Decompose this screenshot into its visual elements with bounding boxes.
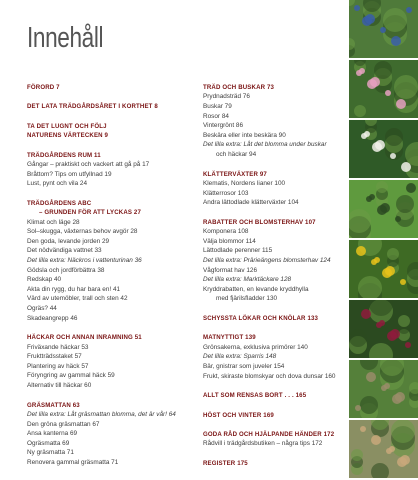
contents-entry: Alternativ till häckar 60 [27, 381, 92, 389]
contents-entry: Ogräsmatta 69 [27, 439, 70, 447]
chapter-heading: NATURENS VÄRTECKEN 9 [27, 132, 109, 140]
contents-entry: Renovera gammal gräsmatta 71 [27, 458, 119, 466]
contents-entry: med fjärilsfladder 130 [216, 295, 278, 303]
contents-left-column [27, 83, 187, 468]
contents-entry: Frukt, skiraste blomskyar och dova dunsar 160 [203, 372, 336, 380]
contents-entry: Klimat och läge 28 [27, 218, 80, 226]
section-gap [203, 323, 363, 333]
chapter-heading: GRÄSMATTAN 63 [27, 401, 80, 409]
contents-entry: Skadeangrepp 46 [27, 314, 78, 322]
contents-entry: Fruktträdsstaket 57 [27, 353, 82, 361]
chapter-heading: GODA RÅD OCH HJÄLPANDE HÄNDER 172 [203, 430, 335, 438]
photo-strip [349, 0, 418, 480]
contents-entry: Klätterrosor 103 [203, 189, 249, 197]
contents-entry: Ansa kanterna 69 [27, 430, 78, 438]
chapter-heading: HÄCKAR OCH ANNAN INRAMNING 51 [27, 334, 142, 342]
section-gap [203, 381, 363, 391]
pink-flowers-photo [349, 60, 418, 118]
contents-entry: Bråttom? Tips om utfyllnad 19 [27, 170, 112, 178]
contents-entry: Beskära eller inte beskära 90 [203, 131, 286, 139]
chapter-heading: REGISTER 175 [203, 459, 248, 467]
section-gap [203, 401, 363, 411]
chapter-heading: HÖST OCH VINTER 169 [203, 411, 274, 419]
contents-entry: Buskar 79 [203, 103, 232, 110]
contents-entry: Välja blommor 114 [203, 237, 256, 245]
contents-entry: Akta din rygg, du har bara en! 41 [27, 285, 121, 293]
section-gap [203, 420, 363, 430]
clematis-photo [349, 300, 418, 358]
chapter-heading: TRÄD OCH BUSKAR 73 [203, 84, 275, 91]
teasel-photo [349, 420, 418, 478]
section-gap [203, 304, 363, 314]
contents-entry: Plantering av häck 57 [27, 362, 89, 370]
section-gap [27, 189, 187, 199]
contents-entry: Ogräs? 44 [27, 304, 57, 312]
contents-entry: Det lilla extra: Prärieängens blomsterhav 124 [203, 256, 331, 264]
lawn-trees-photo [349, 180, 418, 238]
contents-entry: Komponera 108 [203, 228, 249, 236]
lilies-photo [349, 120, 418, 178]
chapter-heading: MATNYTTIGT 139 [203, 334, 256, 342]
contents-entry: Vintergrönt 86 [203, 122, 244, 130]
contents-entry: Gödsla och jordförbättra 38 [27, 266, 105, 274]
contents-entry: Vågformat hav 126 [203, 266, 257, 274]
chapter-heading: KLÄTTERVÄXTER 97 [203, 170, 267, 178]
contents-right-column [203, 83, 363, 468]
chapter-heading: DET LATA TRÄDGÅRDSÅRET I KORTHET 8 [27, 103, 158, 111]
contents-entry: Den gröna gräsmattan 67 [27, 420, 100, 428]
contents-entry: Redskap 40 [27, 276, 62, 284]
contents-entry: Lättodlade perenner 115 [203, 247, 273, 255]
contents-entry: Sol–skugga, växternas behov avgör 28 [27, 228, 138, 236]
chapter-heading: TRÄDGÅRDENS ABC [27, 199, 92, 207]
contents-entry: Kryddrabatten, en levande kryddhylla [203, 285, 309, 293]
section-gap [203, 208, 363, 218]
contents-entry: Det lilla extra: Låt det blomma under buskar [203, 141, 327, 149]
contents-entry: och häckar 94 [216, 150, 257, 158]
contents-entry: Friväxande häckar 53 [27, 343, 89, 351]
contents-entry: Ny gräsmatta 71 [27, 449, 74, 457]
chapter-heading: TRÄDGÅRDENS RUM 11 [27, 151, 101, 159]
contents-entry: Det lilla extra: Näckros i vattenturinan 36 [27, 257, 142, 264]
contents-entry: Gångar – praktiskt och vackert att gå på 17 [27, 161, 150, 169]
section-gap [203, 449, 363, 459]
contents-entry: Lust, pynt och vila 24 [27, 180, 88, 188]
chapter-heading: SCHYSSTA LÖKAR OCH KNÖLAR 133 [203, 314, 319, 322]
garden-path-photo [349, 360, 418, 418]
contents-entry: Den goda, levande jorden 29 [27, 237, 110, 245]
garden-bench-photo [349, 0, 418, 58]
section-gap [27, 92, 187, 102]
contents-entry: Det lilla extra: Sparris 148 [203, 353, 277, 361]
contents-entry: Rådvill i trädgårdsbutiken – några tips 172 [203, 440, 323, 448]
contents-entry: Värd av utemöbler, trall och sten 42 [27, 295, 128, 303]
section-gap [27, 141, 187, 151]
contents-entry: Andra lättodlade klätterväxter 104 [203, 199, 299, 207]
chapter-heading: TA DET LUGNT OCH FÖLJ [27, 122, 107, 130]
contents-entry: Det nödvändiga vattnet 33 [27, 247, 102, 255]
contents-entry: Föryngring av gammal häck 59 [27, 372, 115, 380]
section-gap [27, 323, 187, 333]
section-gap [27, 391, 187, 401]
contents-entry: Rosor 84 [203, 112, 229, 120]
contents-entry: Prydnadsträd 76 [203, 93, 250, 101]
chapter-heading: FÖRORD 7 [27, 84, 60, 91]
contents-entry: Det lilla extra: Låt gräsmattan blomma, det är vår! 64 [27, 410, 176, 418]
contents-entry: Grönsakerna, exklusiva primörer 140 [203, 343, 308, 351]
chapter-heading: – GRUNDEN FÖR ATT LYCKAS 27 [39, 209, 142, 217]
yellow-lilies-photo [349, 240, 418, 298]
page-title: Innehåll [27, 22, 104, 54]
chapter-heading: RABATTER OCH BLOMSTERHAV 107 [203, 218, 316, 226]
chapter-heading: ALLT SOM RENSAS BORT . . . 165 [203, 392, 307, 400]
section-gap [27, 112, 187, 122]
contents-entry: Bär, gnistrar som juveler 154 [203, 362, 285, 370]
section-gap [203, 160, 363, 170]
contents-entry: Klematis, Nordens lianer 100 [203, 179, 286, 187]
contents-entry: Det lilla extra: Marktäckare 128 [203, 276, 292, 284]
